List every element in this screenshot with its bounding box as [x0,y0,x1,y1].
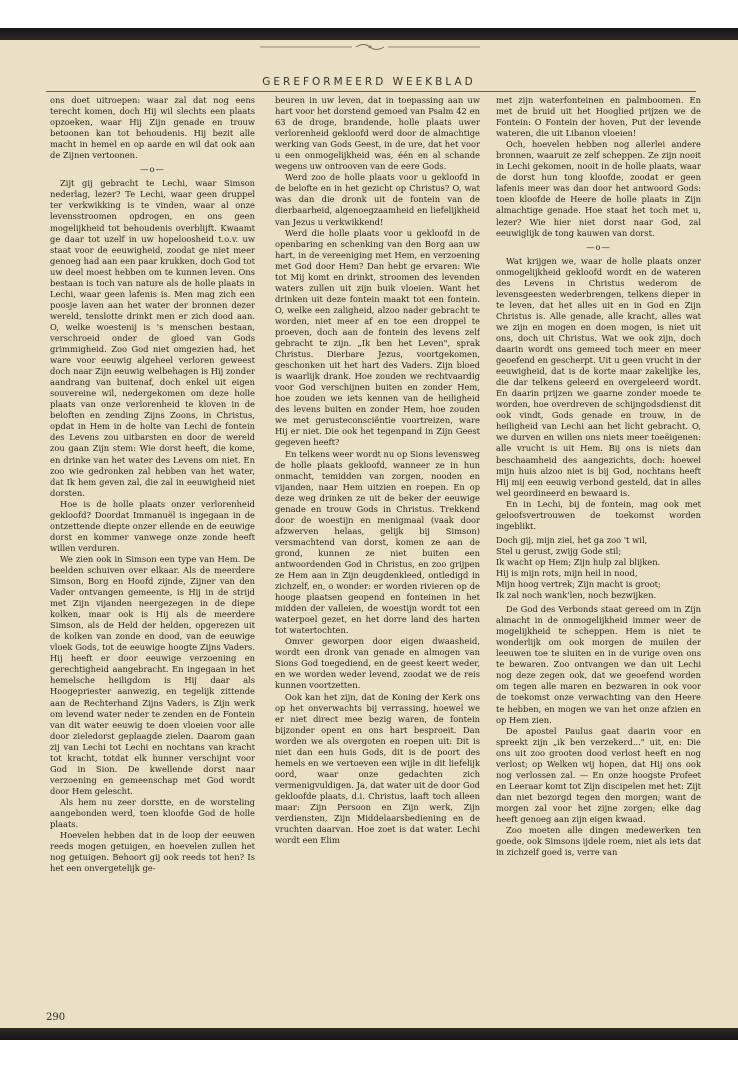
paragraph: Wat krijgen we, waar de holle plaats onzer onmogelijkheid gekloofd wordt en de wateren des Levens in Christus wederom de levensgeesten wederbrengen, telkens dieper in te leven, dat het alles uit en in God en Zijn Christus is. Alle genade, alle kracht, alles wat we zijn en mogen en doen mogen, is niet uit ons, doch uit Christus. Wat we ook zijn, doch daarin wordt ons gemeed toch meer en meer geoefend en gescherpt. Uit u geen vrucht in der eeuwigheid, dat is de korte maar zakelijke les, die dar telkens geleerd en overgeleerd wordt. En daarin prijzen we gaarne zonder moede te worden, hoe overdreven de schijngodsdienst dit ook vindt, Gods genade en trouw, in de heiligheid van Lechi aan het licht gebracht. O, we durven en willen ons niets meer toeëigenen: alle vrucht is uit Hem. Bij ons is niets dan beschaamheid des aangezichts, doch: hoewel mijn huis alzoo niet is bij God, nochtans heeft Hij mij een eeuwig verbond gesteld, dat in alles wel geordineerd en bewaard is. [496,255,701,498]
section-separator: —o— [140,164,165,175]
paragraph: Werd die holle plaats voor u gekloofd in de openbaring en schenking van den Borg aan uw hart, in de vereeniging met Hem, en verzoening met God door Hem? Dan hebt ge ervaren: Wie tot Mij komt en drinkt, stroomen des levenden waters zullen uit zijn buik vloeien. Want het drinken uit deze fontein maakt tot een fontein. O, welke een zaligheid, alzoo nader gebracht te worden, niet meer af en toe een droppel te proeven, doch aan de fontein des levens zelf gebracht te zijn. „Ik ben het Leven", sprak Christus. Dierbare Jezus, voortgekomen, geschonken uit het hart des Vaders. Zijn bloed is waarlijk drank. Hoe zouden we rechtvaardig voor God verschijnen buiten en zonder Hem, hoe zouden we iets kennen van de heiligheid des levens buiten en zonder Hem, hoe zouden we met gerusteconsciëntie voortreizen, ware Hij er niet. Die ook het tegenpand in Zijn Geest gegeven heeft? [275,227,480,448]
scan-top-border [0,28,738,40]
scan-bottom-border [0,1028,738,1040]
text-column-3 [496,95,701,1005]
page-number: 290 [46,1012,66,1023]
paragraph: Omver geworpen door eigen dwaasheid, wordt een dronk van genade en almogen van Sions God toegediend, en de geest keert weder, en we worden weder levend, zoodat we de reis kunnen voortzetten. [275,636,480,691]
paragraph: Och, hoevelen hebben nog allerlei andere bronnen, waaruit ze zelf scheppen. Ze zijn nooit in Lechi gekomen, nooit in de holle plaats, waar de dorst hun tong kloofde, zoodat er geen lafenis meer was dan door het antwoord Gods: toen kloofde de Heere de holle plaats in Zijn almachtige genade. Hoe staat het toch met u, lezer? Wie hier niet dorst naar God, zal eeuwiglijk de tong kauwen van dorst. [496,139,701,238]
paragraph: Zijt gij gebracht te Lechi, waar Simson nederlag, lezer? Te Lechi, waar geen druppel ter verkwikking is te vinden, waar al onze levensstroomen opdrogen, en ons geen mogelijkheid tot behoudenis overblijft. Kwaamt ge daar tot uzelf in uw hopeloosheid t.o.v. uw staat voor de eeuwigheid, zoodat ge niet meer genoeg had aan een paar krukken, doch God tot uw deel moest hebben om te kunnen leven. Ons bestaan is toch van nature als de holle plaats in Lechi, waar geen lafenis is. Men mag zich een poosje laven aan het water der bronnen dezer wereld, tenslotte drinkt men er zich dood aan. O, welke woestenij is 's menschen bestaan, verschroeid onder de gloed van Gods grimmigheid. Zoo God niet omgezien had, het ware voor eeuwig algeheel verloren geweest doch naar Zijn eeuwig welbehagen is Hij zonder aandrang van buitenaf, doch enkel uit eigen souvereine wil, nedergekomen om deze holle plaats van onze verlorenheid te kloven in de beloften en zending Zijns Zoons, in Christus, opdat in Hem in de holte van Lechi de fontein des Levens zou uitbarsten en door de wereld zou gaan Zijn stem: Wie dorst heeft, die kome, en drinke van het water des Levens om niet. En zoo wie gedronken zal hebben van het water, dat Ik hem geven zal, die zal in eeuwigheid niet dorsten. [50,178,255,498]
text-column-1 [50,95,255,1005]
paragraph: Ook kan het zijn, dat de Koning der Kerk ons op het onverwachts bij verrassing, hoewel we er niet direct mee bezig waren, de fontein bijzonder opent en ons hart besproeit. Dan worden we als overgoten en roepen uit: Dit is niet dan een huis Gods, dit is de poort des hemels en we vertoeven een wijle in dit liefelijk oord, waar onze gedachten zich vermenigvuldigen. Ja, dat water uit de door God gekloofde plaats, d.i. Christus, laaft toch alleen maar: Zijn Persoon en Zijn werk, Zijn verdiensten, Zijn Middelaarsbediening en de vruchten daarvan. Hoe zoet is dat water. Lechi wordt een Elim [275,691,480,846]
paragraph: En in Lechi, bij de fontein, mag ook met geloofsvertrouwen de toekomst worden ingeblikt. [496,498,701,531]
paragraph: Zoo moeten alle dingen medewerken ten goede, ook Simsons ijdele roem, niet als iets dat in zichzelf goed is, verre van [496,825,701,858]
paragraph: Als hem nu zeer dorstte, en de worsteling aangebonden werd, toen kloofde God de holle plaats. [50,796,255,830]
paragraph: De apostel Paulus gaat daarin voor en spreekt zijn „ik ben verzekerd..." uit, en: Die ons uit zoo grooten dood verlost heeft en nog verlost; op Welken wij hopen, dat Hij ons ook nog verlossen zal. — En onze hoogste Profeet en Leeraar komt tot Zijn discipelen met het: Zijt dan niet bezorgd tegen den morgen; want de morgen zal voor het zijne zorgen; elke dag heeft genoeg aan zijn eigen kwaad. [496,725,701,824]
text-column-2 [275,95,480,1005]
paragraph: ons doet uitroepen: waar zal dat nog eens terecht komen, doch Hij wil slechts een plaats opzoeken, waar Hij Zijn genade en trouw betoonen kan tot behoudenis. Hij bezit alle macht in hemel en op aarde en wil dat ook aan de Zijnen vertoonen. [50,95,255,161]
paragraph: Hoevelen hebben dat in de loop der eeuwen reeds mogen getuigen, en hoevelen zullen het nog getuigen. Behoort gij ook reeds tot hen? Is het een onvergetelijk ge- [50,830,255,874]
paragraph: We zien ook in Simson een type van Hem. De beelden schuiven over elkaar. Als de meerdere Simson, Borg en Hoofd zijnde, Zijner van den Vader ontvangen gemeente, is Hij in de strijd met Zijn vijanden neergezegen in de diepe kolken, maar ook is Hij als de meerdere Simson, als de Held der helden, opgerezen uit de kolken van zonde en dood, van de eeuwige vloek Gods, tot de eeuwige hoogte Zijns Vaders. Hij heeft er door eeuwige verzoening en gerechtigheid aangebracht. En ingegaan in het hemelsche heiligdom is Hij daar als Hoogepriester aanwezig, en tegelijk zittende aan de Rechterhand Zijns Vaders, is Zijn werk om levend water neder te zenden en de Fontein van dit water eeuwig te doen vloeien voor alle door zieledorst geplaagde zielen. Daarom gaan zij van Lechi tot Lechi en nochtans van kracht tot kracht, totdat elk hunner verschijnt voor God in Sion. De kwellende dorst naar verzoening en gemeenschap met God wordt door Hem gelescht. [50,553,255,796]
header-rule [46,91,696,92]
paragraph: De God des Verbonds staat gereed om in Zijn almacht in de onmogelijkheid immer weer de mogelijkheid te scheppen. Hem is niet te wonderlijk om ook morgen de muilen der leeuwen toe te sluiten en in de vurige oven ons te bewaren. Zoo ontvangen we dan uit Lechi nog deze zegen ook, dat we geoefend worden om tegen alle maren en bezwaren in ook voor de toekomst onze verwachting van den Heere te hebben, en mogen we van het onze afzien en op Hem zien. [496,604,701,725]
header-ornament [260,42,480,52]
paragraph: beuren in uw leven, dat in toepassing aan uw hart voor het dorstend gemoed van Psalm 42 en 63 de droge, brandende, holle plaats uwer verlorenheid gekloofd werd door de almachtige werking van Gods Geest, in de ure, dat het voor u een onmogelijkheid was, één en al schande wegens uw ontrooven van de eere Gods. [275,95,480,172]
section-separator: —o— [586,241,611,252]
paragraph: Hoe is de holle plaats onzer verlorenheid gekloofd? Doordat Immanuël is ingegaan in de ontzettende diepte onzer ellende en de eeuwige dorst en kommer vanwege onze zonde heeft willen verduren. [50,498,255,553]
running-head: GEREFORMEERD WEEKBLAD [262,76,476,88]
psalm-verse: Doch gij, mijn ziel, het ga zoo 't wil, Stel u gerust, zwijg Gode stil; Ik wacht op Hem; Zijn hulp zal blijken. Hij is mijn rots, mijn heil in nood, Mijn hoog vertrek; Zijn macht is groot; Ik zal noch wank'len, noch bezwijken. [496,534,661,601]
paragraph: En telkens weer wordt nu op Sions levensweg de holle plaats gekloofd, wanneer ze in hun onmacht, temidden van zorgen, nooden en vijanden, naar Hem uitzien en roepen. En op deze weg drinken ze uit de beker der eeuwige genade en trouw Gods in Christus. Trekkend door de woestijn en menigmaal (vaak door afzwerven helaas, gelijk bij Simson) versmachtend van dorst, komen ze aan de grond, kunnen ze niet buiten een antwoordenden God in Christus, en zoo grijpen ze Hem aan in Zijn deugdenkleed, ontledigd in zichzelf, en, o wonder: er worden rivieren op de hooge plaatsen geopend en fonteinen in het midden der valleien, de woestijn wordt tot een waterpoel gezet, en het dorre land des harten tot watertochten. [275,448,480,636]
paragraph: Werd zoo de holle plaats voor u gekloofd in de belofte en in het gezicht op Christus? O, wat was dan die dronk uit de fontein van de dierbaarheid, algenoegzaamheid en liefelijkheid van Jezus u verkwikkend! [275,172,480,227]
paragraph: met zijn waterfonteinen en palmboomen. En met de bruid uit het Hooglied prijzen we de Fontein: O Fontein der hoven, Put der levende wateren, die uit Libanon vloeien! [496,95,701,139]
magazine-page [0,28,738,1040]
